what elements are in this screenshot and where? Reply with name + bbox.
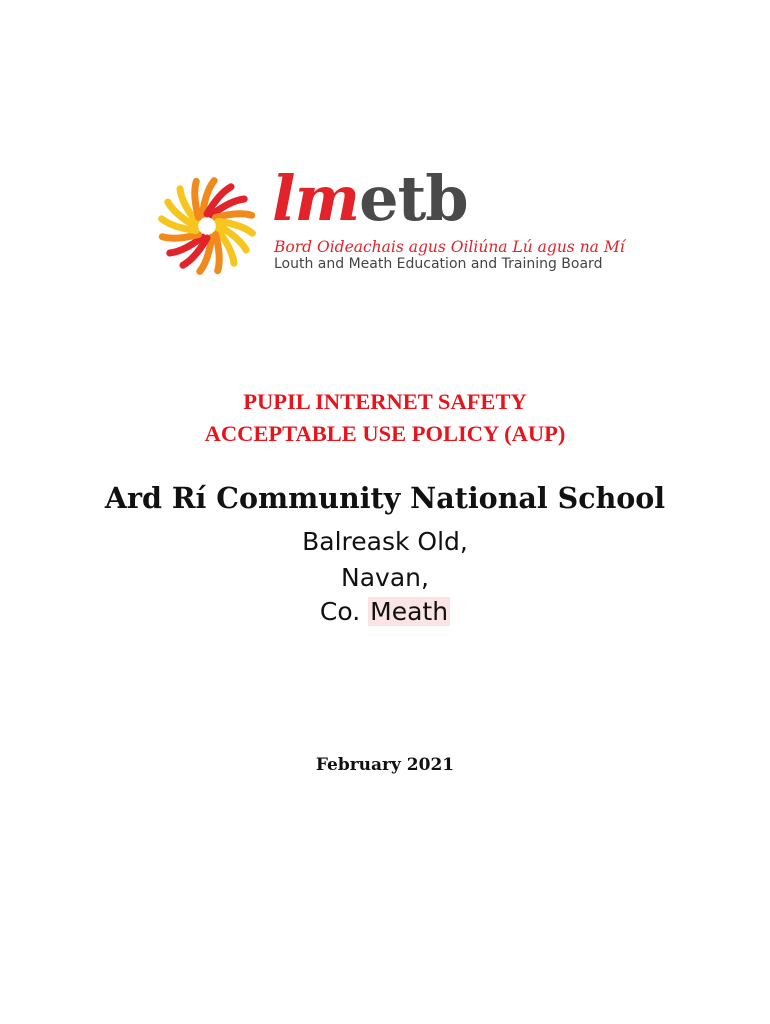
logo-wordmark-lm: lm [272, 162, 360, 235]
address-highlighted-county: Meath [370, 597, 449, 626]
address-line-3 [0, 597, 770, 626]
logo-irish-name: Bord Oideachais agus Oiliúna Lú agus na Mí [274, 238, 625, 256]
policy-title-line-1: PUPIL INTERNET SAFETY [243, 389, 527, 414]
logo-english-name: Louth and Meath Education and Training Board [274, 256, 603, 272]
address-line-1: Balreask Old, [302, 527, 468, 556]
sunburst-logo-icon [112, 176, 262, 276]
address-line-2: Navan, [341, 563, 429, 592]
logo-wordmark-etb: etb [359, 162, 468, 235]
sunburst-ray [162, 235, 198, 239]
sunburst-ray [216, 214, 252, 218]
logo-wordmark [272, 164, 468, 234]
document-date: February 2021 [315, 755, 455, 775]
lmetb-logo [112, 162, 672, 280]
sunburst-ray [195, 181, 199, 217]
address-line-3-prefix: Co. [319, 597, 369, 626]
policy-title-line-2: ACCEPTABLE USE POLICY (AUP) [204, 421, 566, 446]
school-name: Ard Rí Community National School [104, 481, 666, 515]
sunburst-ray [216, 235, 220, 271]
